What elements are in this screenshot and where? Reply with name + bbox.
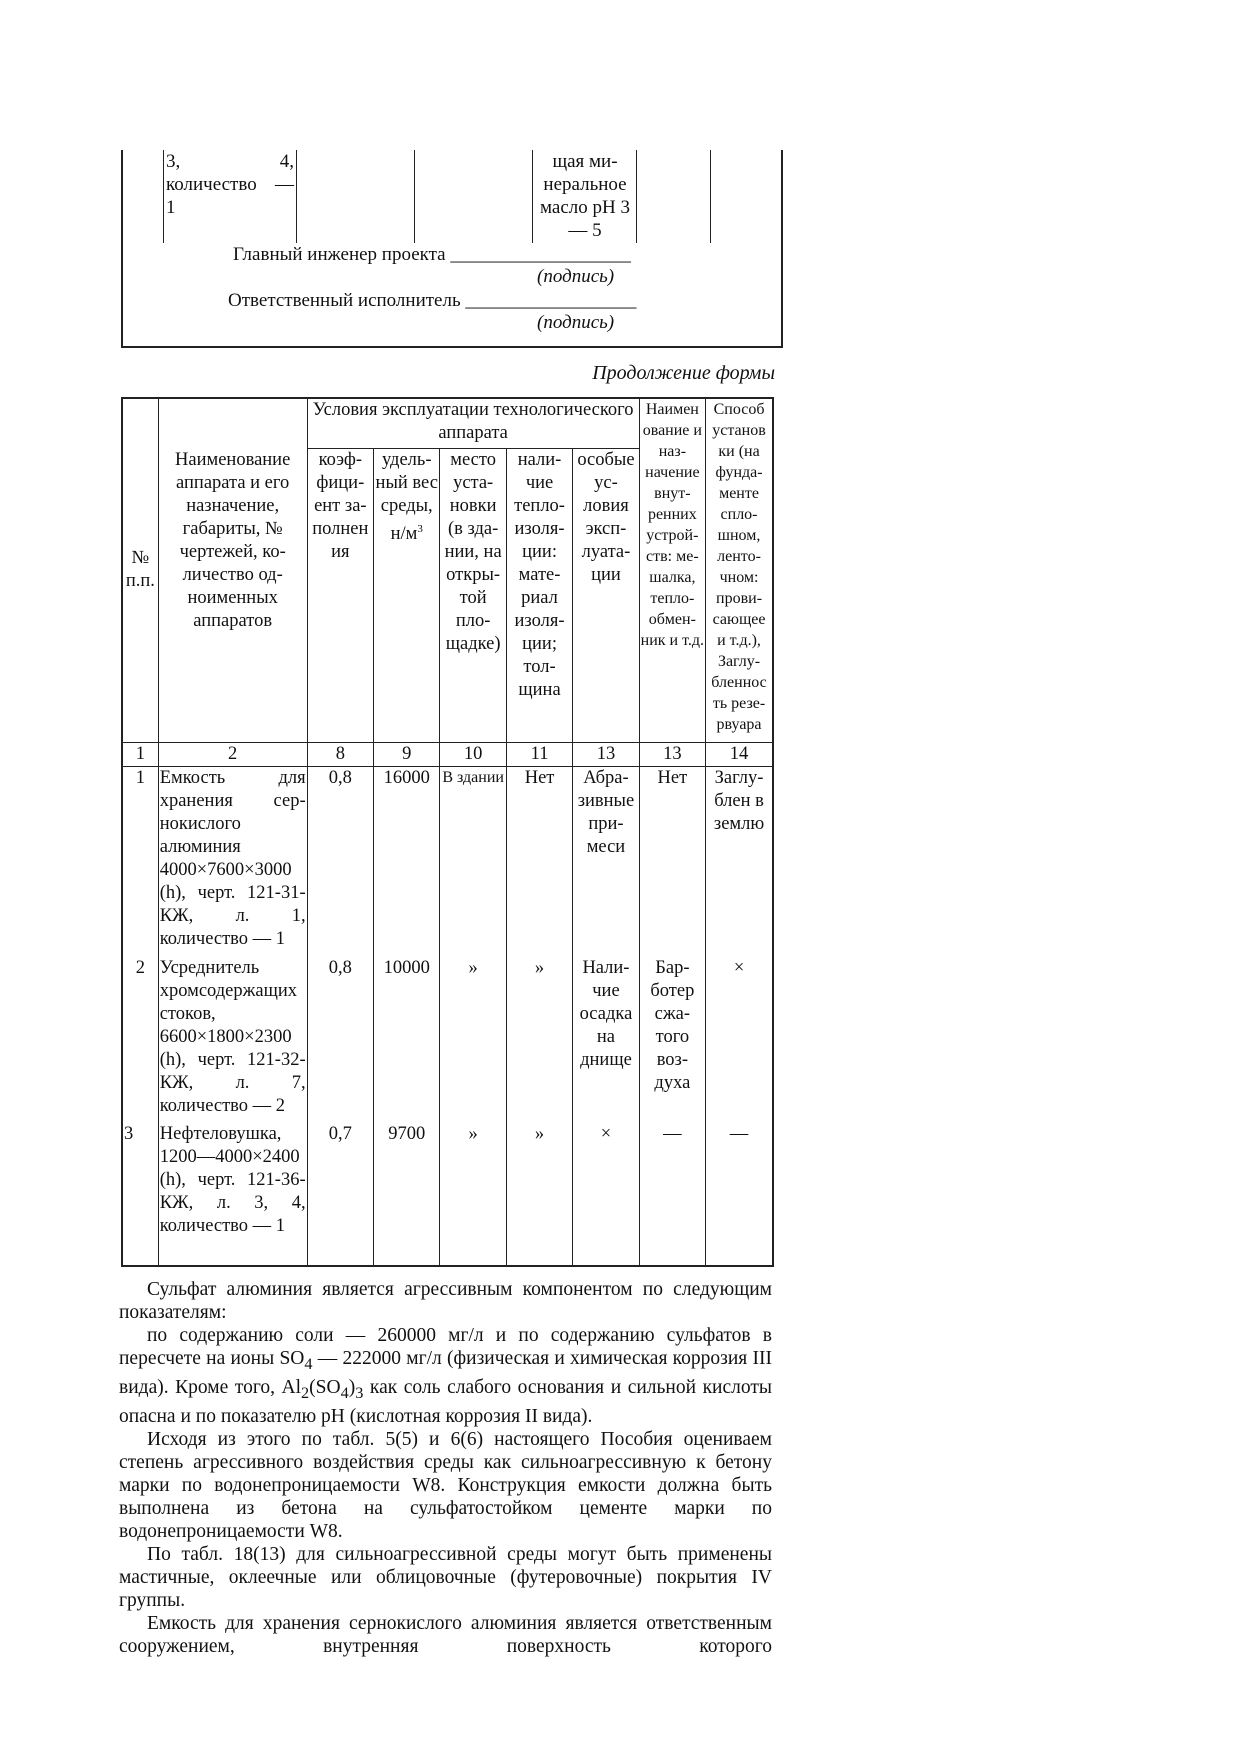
row-internal: —: [639, 1123, 705, 1266]
row-install: ×: [706, 957, 773, 1123]
apparatus-table: [121, 397, 774, 1267]
table-divider: [710, 150, 711, 243]
row-num: 1: [122, 766, 158, 957]
row-insulation: »: [506, 1123, 572, 1266]
header-internal: Наимен ование и наз-начение внут-ренних устрой-ств: ме-шалка, тепло-обмен-ник и т.д.: [639, 398, 705, 742]
column-number: 8: [307, 742, 373, 766]
subscript: 4: [340, 1383, 349, 1402]
signature-caption: (подпись): [537, 266, 615, 287]
row-weight: 9700: [374, 1123, 440, 1266]
row-install: Заглу-блен в землю: [706, 766, 773, 957]
text-span: — 222000 мг/л (физическая и химическая коррозия III вида). Кроме того, Al: [119, 1348, 772, 1398]
continuation-label: Продолжение формы: [592, 362, 775, 384]
row-weight: 10000: [374, 957, 440, 1123]
row-coef: 0,8: [307, 766, 373, 957]
column-number: 13: [639, 742, 705, 766]
table-row: [122, 1123, 773, 1266]
prev-name-cell: [166, 150, 294, 219]
row-name: Емкость для хранения сер-нокислого алюминия 4000×7600×3000 (h), черт. 121-31-КЖ, л. 1, количество — 1: [158, 766, 307, 957]
table-row: [122, 766, 773, 957]
prev-name-line: 3,: [166, 151, 181, 172]
column-number: 13: [573, 742, 639, 766]
header-special: особые ус-ловия эксп-луата-ции: [573, 448, 639, 742]
row-name: Усреднитель хромсодержащих стоков, 6600×1800×2300 (h), черт. 121-32-КЖ, л. 7, количество — 2: [158, 957, 307, 1123]
row-special: ×: [573, 1123, 639, 1266]
row-internal: Нет: [639, 766, 705, 957]
signature-executor: Ответственный исполнитель __________________: [228, 290, 637, 311]
prev-name-line: количество: [166, 174, 257, 195]
table-divider: [296, 150, 297, 243]
prev-medium-line: неральное: [543, 174, 627, 195]
column-number: 14: [706, 742, 773, 766]
header-place: место уста-новки (в зда-нии, на откры-той пло-щадке): [440, 448, 506, 742]
column-number: 10: [440, 742, 506, 766]
text-span: как соль слабого основания и сильной кислоты опасна и по показателю pH (кислотная коррозия II вида).: [119, 1376, 772, 1427]
header-num: № п.п.: [122, 398, 158, 742]
prev-medium-line: масло pH 3: [540, 197, 630, 218]
row-special: Нали-чие осадка на днище: [573, 957, 639, 1123]
subscript: 2: [301, 1383, 310, 1402]
column-number: 1: [122, 742, 158, 766]
header-install: Способ установ ки (на фунда-менте спло-шном, ленто-чном: прови-сающее и т.д.), Заглу-бленнос ть резе-рвуара: [706, 398, 773, 742]
row-num: 3: [122, 1123, 158, 1266]
prev-name-line: 4,: [279, 151, 294, 172]
row-insulation: »: [506, 957, 572, 1123]
row-name: Нефтеловушка, 1200—4000×2400 (h), черт. 121-36-КЖ, л. 3, 4, количество — 1: [158, 1123, 307, 1266]
row-special: Абра-зивные при-меси: [573, 766, 639, 957]
paragraph: Сульфат алюминия является агрессивным компонентом по следующим показателям:: [119, 1279, 772, 1323]
row-place: »: [440, 957, 506, 1123]
prev-medium-line: — 5: [568, 220, 602, 241]
body-text: [119, 1278, 772, 1658]
header-coef: коэф-фици-ент за-полнен ия: [307, 448, 373, 742]
table-divider: [414, 150, 415, 243]
header-weight-text: удель-ный вес среды, н/м: [375, 449, 438, 544]
prev-name-line: —: [275, 174, 294, 195]
column-number: 2: [158, 742, 307, 766]
row-install: —: [706, 1123, 773, 1266]
header-row: [122, 398, 773, 448]
prev-name-line: 1: [166, 197, 176, 218]
row-num: 2: [122, 957, 158, 1123]
table-divider: [163, 150, 164, 243]
row-internal: Бар-ботер сжа-того воз-духа: [639, 957, 705, 1123]
table-row: [122, 957, 773, 1123]
column-numbers-row: [122, 742, 773, 766]
row-place: В здании: [440, 766, 506, 957]
paragraph: Емкость для хранения сернокислого алюминия является ответственным сооружением, внутренняя поверхность которого: [119, 1612, 772, 1657]
header-weight-sup: 3: [417, 522, 423, 535]
row-coef: 0,8: [307, 957, 373, 1123]
table-divider: [636, 150, 637, 243]
prev-medium-line: щая ми-: [552, 151, 618, 172]
subscript: 3: [355, 1383, 364, 1402]
header-name: Наименование аппарата и его назначение, габариты, № чертежей, ко-личество од-ноименных аппаратов: [158, 398, 307, 742]
text-span: ): [348, 1376, 356, 1398]
column-number: 11: [506, 742, 572, 766]
row-insulation: Нет: [506, 766, 572, 957]
row-place: »: [440, 1123, 506, 1266]
paragraph: По табл. 18(13) для сильноагрессивной среды могут быть применены мастичные, оклеечные или облицовочные (футеровочные) покрытия IV группы.: [119, 1543, 772, 1611]
signature-chief-engineer: Главный инженер проекта ___________________: [233, 244, 631, 265]
text-span: (SO: [309, 1376, 341, 1398]
text-span: по содержанию соли — 260000 мг/л и по содержанию сульфатов в пересчете на ионы SO: [119, 1325, 772, 1369]
subscript: 4: [304, 1354, 313, 1373]
header-insulation: нали-чие тепло-изоля-ции: мате-риал изоля-ции; тол-щина: [506, 448, 572, 742]
paragraph: [119, 1324, 772, 1428]
column-number: 9: [374, 742, 440, 766]
header-weight: [374, 448, 440, 742]
prev-medium-cell: [534, 150, 636, 242]
paragraph: Исходя из этого по табл. 5(5) и 6(6) настоящего Пособия оцениваем степень агрессивного воздействия среды как сильноагрессивную к бетону марки по водонепроницаемости W8. Конструкция емкости должна быть выполнена из бетона на сульфатостойком цементе марки по водонепроницаемости W8.: [119, 1428, 772, 1542]
table-divider: [532, 150, 533, 243]
signature-caption: (подпись): [537, 312, 615, 333]
header-conditions: Условия эксплуатации технологического аппарата: [307, 398, 639, 448]
row-weight: 16000: [374, 766, 440, 957]
row-coef: 0,7: [307, 1123, 373, 1266]
